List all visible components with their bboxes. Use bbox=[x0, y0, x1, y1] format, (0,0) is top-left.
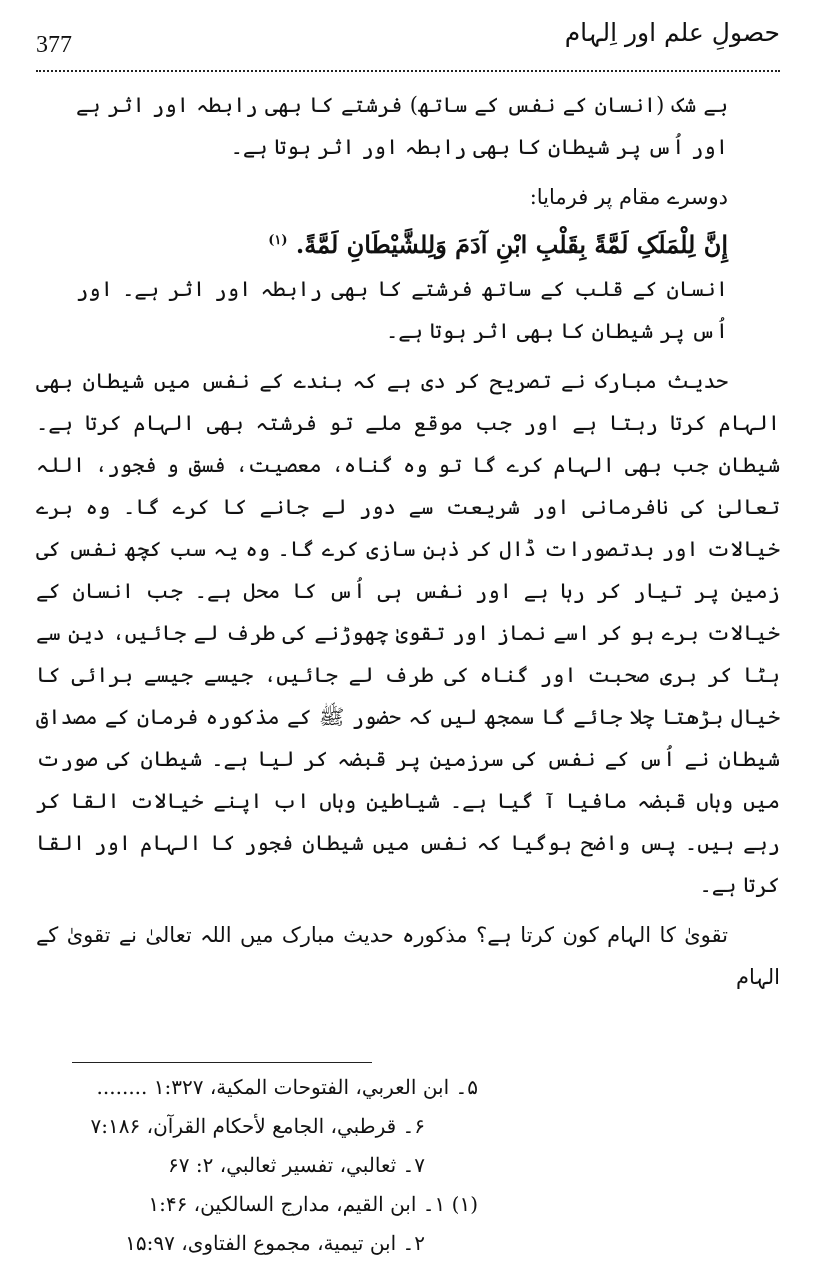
footnote-item bbox=[36, 1068, 780, 1107]
footnote-item: (۱) ۱۔ ابن القيم، مدارج السالكين، ۱:۴۶ bbox=[148, 1192, 478, 1216]
footnotes bbox=[36, 1068, 780, 1263]
footnote-rule bbox=[72, 1062, 372, 1063]
footnote-item: ۲۔ ابن تيمية، مجموع الفتاوى، ۱۵:۹۷ bbox=[125, 1231, 425, 1255]
arabic-hadith bbox=[36, 218, 780, 268]
paragraph-translation-1: بے شک (انسان کے نفس کے ساتھ) فرشتے کا بھی رابطہ اور اثر ہے اور اُس پر شیطان کا بھی رابطہ اور اثر ہوتا ہے۔ bbox=[76, 93, 728, 159]
header-dotted-rule bbox=[36, 70, 780, 72]
running-title: حصولِ علم اور اِلہام bbox=[564, 18, 780, 47]
footnote-text: ۵۔ ابن العربي، الفتوحات المكية، ۱:۳۲۷ bbox=[153, 1075, 478, 1099]
footnote-reference-1: (۱) bbox=[268, 233, 288, 248]
footnote-continuation-mark: ........ bbox=[96, 1075, 148, 1099]
paragraph-translation-2: انسان کے قلب کے ساتھ فرشتے کا بھی رابطہ اور اثر ہے۔ اور اُس پر شیطان کا بھی اثر ہوتا ہے۔ bbox=[76, 277, 728, 343]
page-number: 377 bbox=[36, 32, 72, 58]
page-header bbox=[36, 14, 780, 64]
paragraph-taqwa-question: تقویٰ کا الہام کون کرتا ہے؟ مذکورہ حدیث مبارک میں اللہ تعالیٰ نے تقویٰ کے الہام bbox=[36, 923, 780, 989]
footnote-item: ۷۔ ثعالبي، تفسير ثعالبي، ۲: ۶۷ bbox=[168, 1153, 425, 1177]
paragraph-intro-second-hadith: دوسرے مقام پر فرمایا: bbox=[529, 185, 728, 209]
arabic-hadith-text: إِنَّ لِلْمَلَکِ لَمَّةً بِقَلْبِ ابْنِ آدَمَ وَلِلشَّيْطَانِ لَمَّةً. bbox=[295, 230, 728, 259]
footnote-item: ۶۔ قرطبي، الجامع لأحكام القرآن، ۷:۱۸۶ bbox=[90, 1114, 425, 1138]
main-text bbox=[36, 84, 780, 998]
paragraph-commentary: حدیث مبارک نے تصریح کر دی ہے کہ بندے کے نفس میں شیطان بھی الہام کرتا رہتا ہے اور جب موقع ملے تو فرشتہ بھی الہام کرتا ہے۔ شیطان جب بھی الہام کرے گا تو وہ گناہ، معصیت، فسق و فجور، اللہ تعالیٰ کی نافرمانی اور شریعت سے دور لے جانے کا کرے گا۔ وہ برے خیالات اور بدتصورات ڈال کر ذہن سازی کرے گا۔ وہ یہ سب کچھ نفس کی زمین پر تیار کر رہا ہے اور نفس ہی اُس کا محل ہے۔ جب انسان کے خیالات برے ہو کر اسے نماز اور تقویٰ چھوڑنے کی طرف لے جائیں، دین سے ہٹا کر بری صحبت اور گناہ کی طرف لے جائیں، جیسے جیسے برائی کا خیال بڑھتا چلا جائے گا سمجھ لیں کہ حضور ﷺ کے مذکورہ فرمان کے مصداق شیطان نے اُس کے نفس کی سرزمین پر قبضہ کر لیا ہے۔ شیطان کی صورت میں وہاں قبضہ مافیا آ گیا ہے۔ شیاطین وہاں اب اپنے خیالات القا کر رہے ہیں۔ پس واضح ہوگیا کہ نفس میں شیطان فجور کا الہام اور القا کرتا ہے۔ bbox=[36, 369, 780, 897]
